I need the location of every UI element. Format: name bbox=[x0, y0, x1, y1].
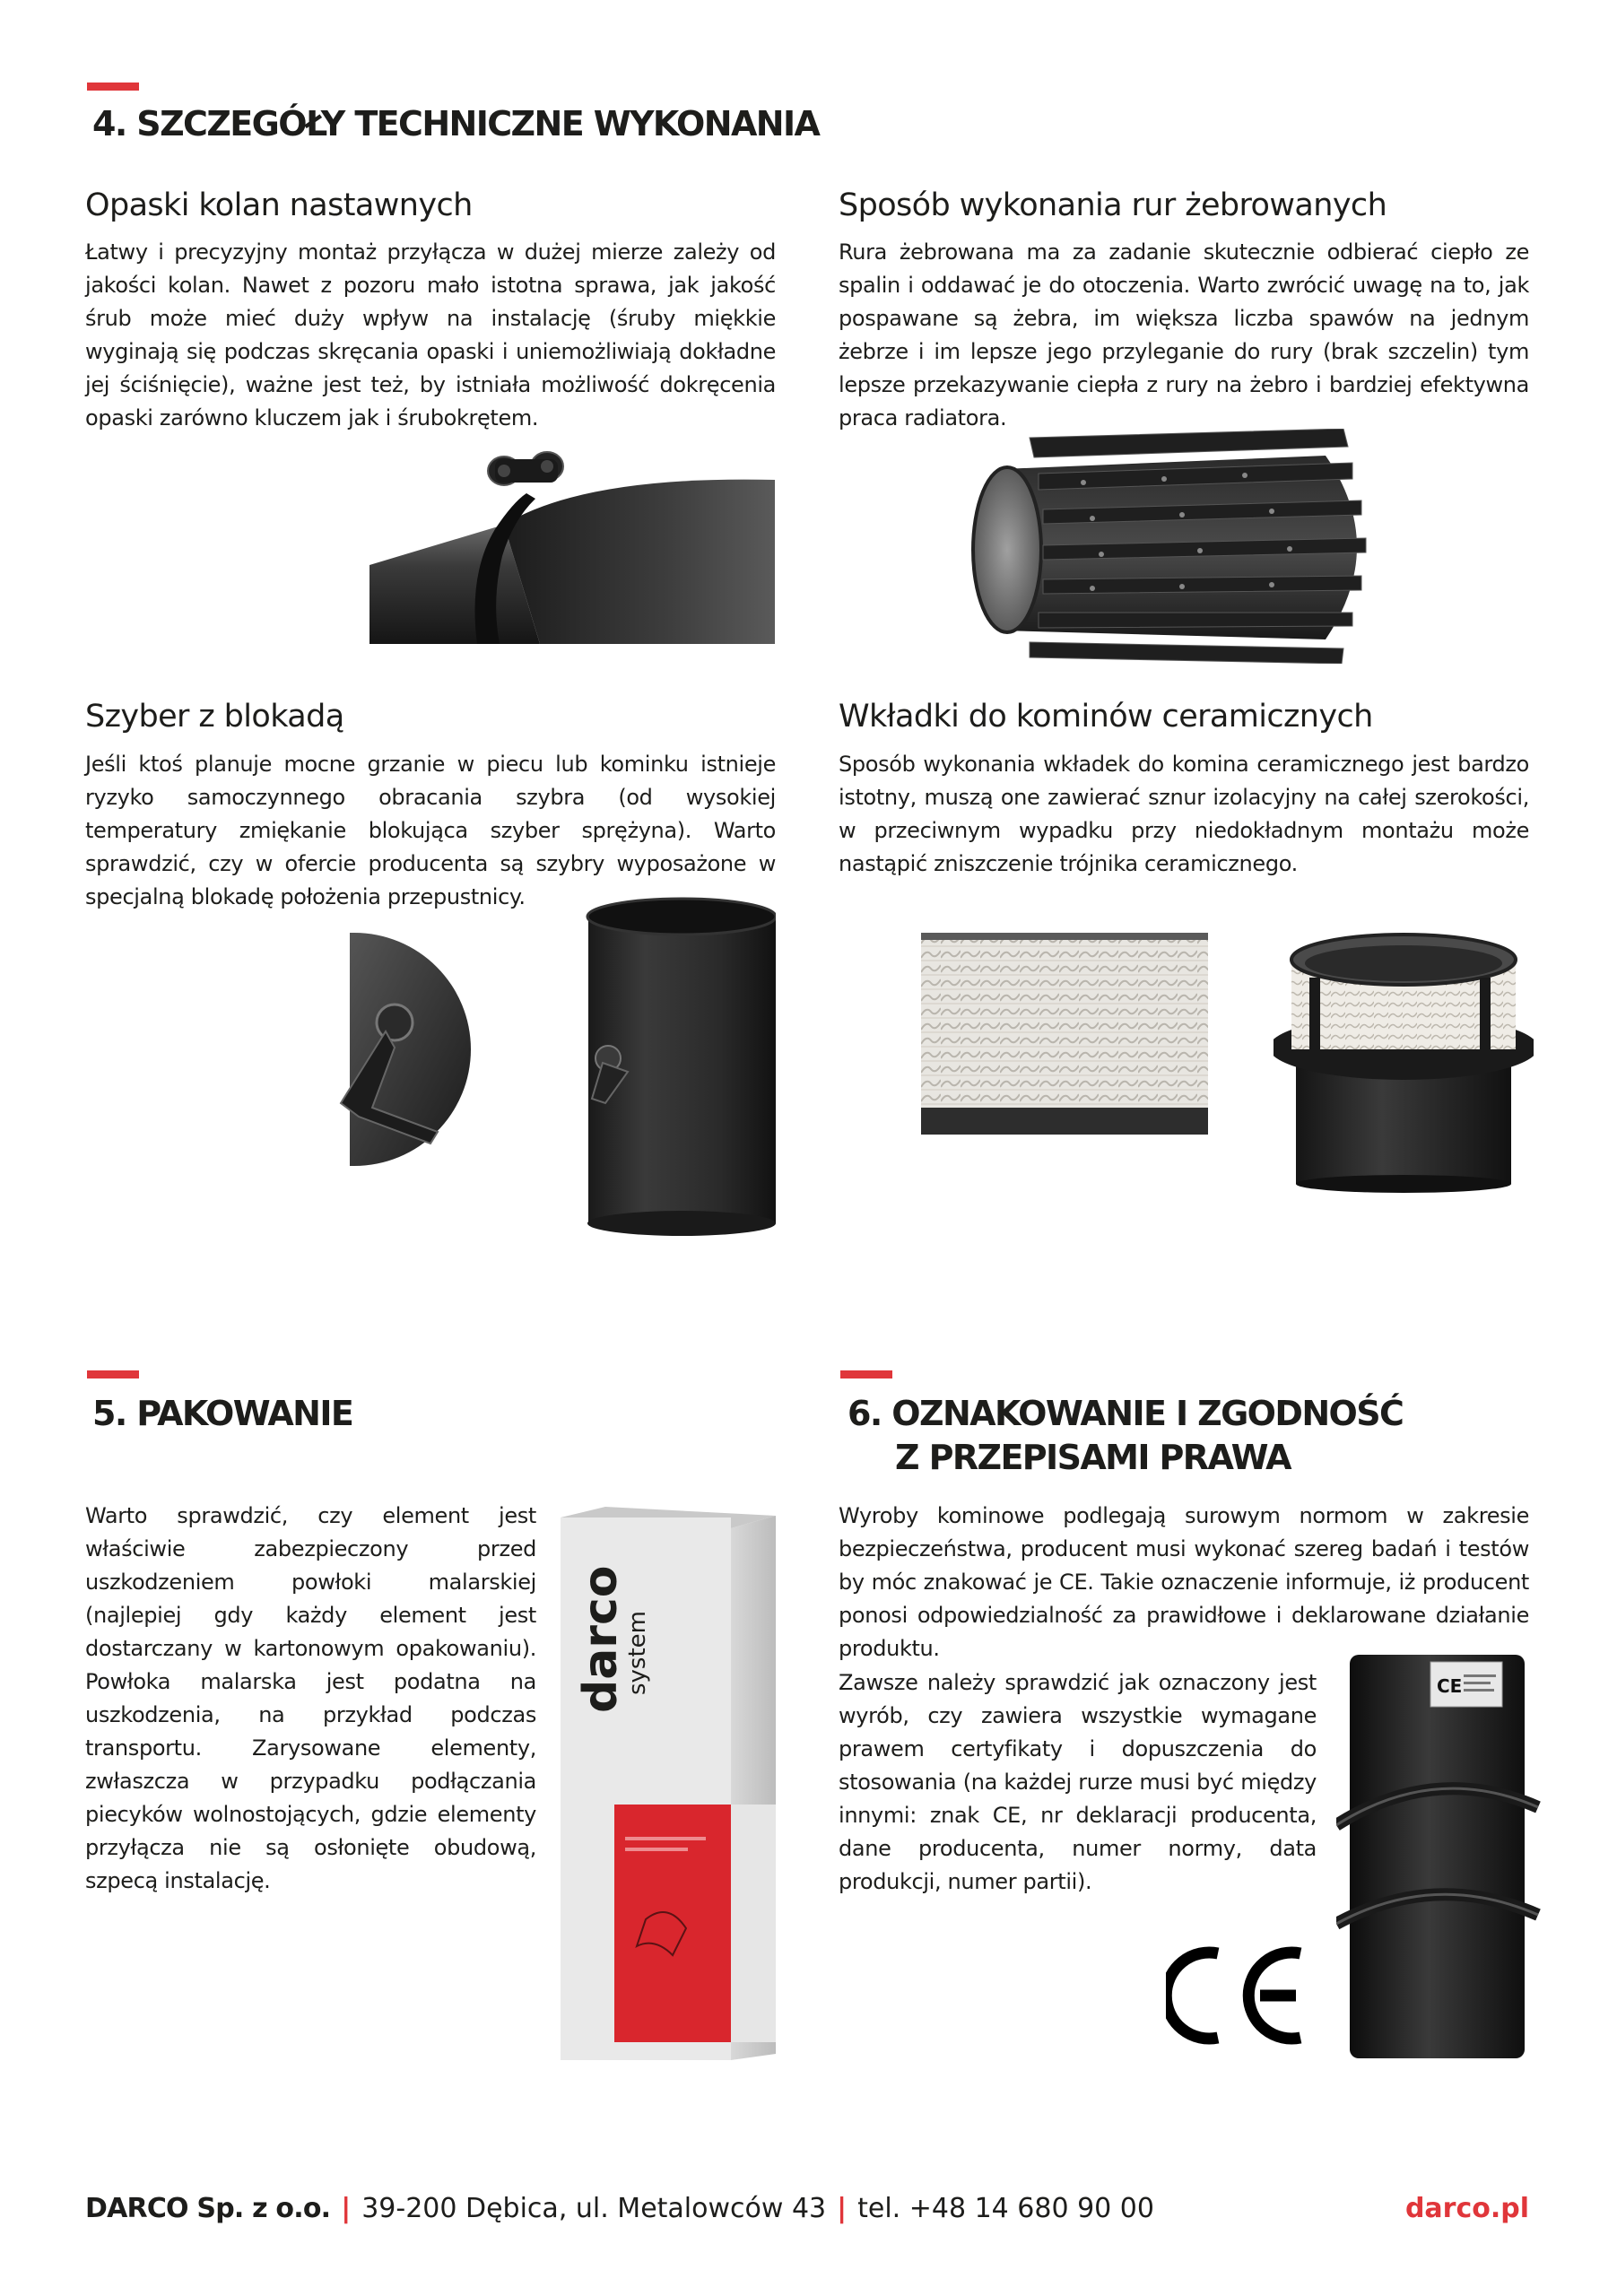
clamp-elbow-photo bbox=[369, 439, 775, 644]
opaski-text: Łatwy i precyzyjny montaż przyłącza w dużej mierze zależy od jakości kolan. Nawet z pozoru mało istotna sprawa, jak jakość śrub może mieć duży wpływ na instalację (śruby miękkie wyginają się podczas skręcania opaski i uniemożliwiają dokładne jej ściśnięcie), ważne jest też, by istniała możliwość dokręcenia opaski zarówno kluczem jak i śrubokrętem. bbox=[85, 239, 776, 430]
section5-accent-bar bbox=[87, 1370, 139, 1378]
rury-title: Sposób wykonania rur żebrowanych bbox=[839, 187, 1387, 223]
marking-text-2: Zawsze należy sprawdzić jak oznaczony jest wyrób, czy zawiera wszystkie wymagane prawem certyfikaty i dopuszczenia do stosowania (na każdej rurze musi być między innymi: znak CE, nr deklaracji producenta, dane producenta, numer normy, data produkcji, numer partii). bbox=[839, 1670, 1317, 1894]
wkladki-title: Wkładki do kominów ceramicznych bbox=[839, 699, 1373, 735]
footer-website-link[interactable]: darco.pl bbox=[1404, 2193, 1529, 2224]
section4-title: 4. SZCZEGÓŁY TECHNICZNE WYKONANIA bbox=[92, 104, 820, 144]
insulation-rope-photo bbox=[921, 933, 1208, 1135]
szyber-title: Szyber z blokadą bbox=[85, 699, 344, 735]
footer bbox=[85, 2188, 1529, 2230]
elbow-pipe-photo bbox=[1336, 1655, 1552, 2058]
szyber-text: Jeśli ktoś planuje mocne grzanie w piecu lub kominku istnieje ryzyko samoczynnego obracania szybra (od wysokiej temperatury zmiękanie blokująca szyber sprężyna). Warto sprawdzić, czy w ofercie producenta są szybry wyposażone w specjalną blokadę położenia przepustnicy. bbox=[85, 752, 776, 909]
opaski-title: Opaski kolan nastawnych bbox=[85, 187, 473, 223]
marking-text-1: Wyroby kominowe podlegają surowym normom w zakresie bezpieczeństwa, producent musi wykonać szereg badań i testów by móc znakować je CE. Takie oznaczenie informuje, iż producent ponosi odpowiedzialność za prawidłowe i deklarowane działanie produktu. bbox=[839, 1503, 1529, 1661]
rury-text: Rura żebrowana ma za zadanie skutecznie odbierać ciepło ze spalin i oddawać je do otoczenia. Warto zwrócić uwagę na to, jak pospawane są żebra, im większa liczba spawów na jednym żebrze i im lepsze jego przyleganie do rury (brak szczelin) tym lepsze przekazywanie ciepła z rury na żebro i bardziej efektywna praca radiatora. bbox=[839, 239, 1529, 430]
ceramic-insert-photo bbox=[1274, 924, 1534, 1193]
footer-separator: | bbox=[837, 2193, 848, 2224]
pipe-label-ce: CE bbox=[1437, 1675, 1463, 1697]
section6-title-line2: Z PRZEPISAMI PRAWA bbox=[895, 1438, 1291, 1477]
damper-lock-photo bbox=[323, 897, 776, 1238]
packaging-text: Warto sprawdzić, czy element jest właściwie zabezpieczony przed uszkodzeniem powłoki malarskiej (najlepiej gdy każdy element jest dostarczany w kartonowym opakowaniu). Powłoka malarska jest podatna na uszkodzenia, na przykład podczas transportu. Zarysowane elementy, zwłaszcza w przypadku podłączania piecyków wolnostojących, gdzie elementy przyłącza nie są osłonięte obudową, szpecą instalację. bbox=[85, 1503, 536, 1893]
wkladki-text: Sposób wykonania wkładek do komina ceramicznego jest bardzo istotny, muszą one zawierać sznur izolacyjny na całej szerokości, w przeciwnym wypadku przy niedokładnym montażu może nastąpić zniszczenie trójnika ceramicznego. bbox=[839, 752, 1529, 876]
footer-separator: | bbox=[341, 2193, 352, 2224]
section5-title: 5. PAKOWANIE bbox=[92, 1394, 353, 1433]
footer-company: DARCO Sp. z o.o. bbox=[85, 2193, 331, 2224]
section6-title-line1: 6. OZNAKOWANIE I ZGODNOŚĆ bbox=[848, 1394, 1404, 1433]
ce-mark bbox=[1166, 1946, 1318, 2045]
footer-phone: tel. +48 14 680 90 00 bbox=[857, 2193, 1154, 2224]
footer-address: 39-200 Dębica, ul. Metalowców 43 bbox=[361, 2193, 827, 2224]
section4-accent-bar bbox=[87, 83, 139, 91]
section6-accent-bar bbox=[840, 1370, 892, 1378]
darco-box-photo bbox=[561, 1507, 776, 2063]
box-brand-text: darco bbox=[574, 1565, 628, 1713]
finned-pipe-photo bbox=[967, 429, 1397, 664]
box-sub-text: system bbox=[624, 1611, 651, 1695]
